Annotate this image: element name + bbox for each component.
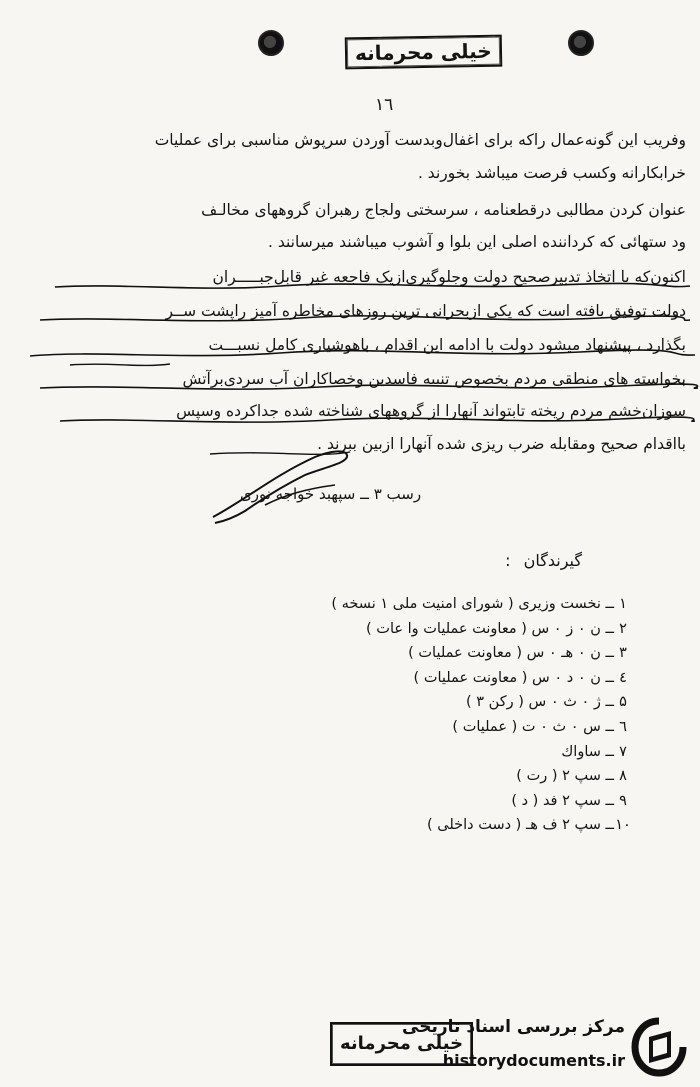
logo-text: مرکز بررسی اسناد تاریخی — [402, 1017, 625, 1037]
classification-stamp-bottom: خیلی محرمانه — [330, 1022, 473, 1066]
recipients-title-text: گیرندگان — [523, 551, 582, 570]
body-line-6: دولت توفیق یافته است که یکی ازبحرانی ترین روزهای مخاطره آمیز راپشت ســر — [165, 302, 686, 320]
body-line-8: بخواسته های منطقی مردم بخصوص تنبیه فاسدین وخصاکاران آب سردی‌برآتش — [182, 370, 686, 388]
recipients-title-colon: : — [505, 551, 511, 570]
list-item-number: ۱ — [619, 596, 627, 612]
list-item — [272, 789, 632, 814]
logo-url: historydocuments.ir — [442, 1051, 625, 1070]
body-line-9: سوزان‌خشم مردم ریخته تابتواند آنها‌را از گروههای شناخته شده جداکرده وسپس — [176, 402, 686, 420]
list-item — [272, 740, 632, 765]
list-item-number: ۷ — [619, 743, 627, 760]
list-item-number: ۵ — [619, 694, 627, 711]
body-line-3: عنوان کردن مطالبی درقطعنامه ، سرسختی ولجاج رهبران گروههای مخالـف — [201, 201, 686, 219]
list-item-number: ۲ — [619, 620, 627, 637]
list-item — [272, 666, 632, 691]
list-item-number: ۸ — [619, 768, 627, 785]
recipients-title — [505, 551, 582, 570]
list-item-number: ٦ — [619, 718, 627, 735]
list-item-text: ــ سپ ۲ ( رت ) — [516, 768, 614, 785]
list-item-text: ــ ن ۰ هـ ۰ س ( معاونت عملیات ) — [408, 645, 614, 662]
list-item — [272, 813, 632, 838]
list-item-text: ــ ن ۰ د ۰ س ( معاونت عملیات ) — [413, 669, 614, 686]
list-item — [272, 641, 632, 666]
list-item-text: ــ ساواك — [561, 743, 614, 760]
body-line-7: بگذارد ، پیشنهاد میشود دولت با ادامه این اقدام ، باهوشیاری کامل نسبـــت — [208, 336, 686, 354]
recipients-list — [272, 592, 632, 838]
list-item-text: ــ نخست وزیری ( شورای امنیت ملی ۱ نسخه ) — [331, 596, 614, 612]
body-line-10: بااقدام صحیح ومقابله ضرب ریزی شده آنها‌را ازبین ببرند . — [317, 435, 686, 453]
signature-line: رسب ۳ ــ سپهبد خواجه نوری — [240, 485, 422, 503]
list-item-number: ۳ — [619, 645, 627, 662]
classification-stamp-top: خیلی محرمانه — [345, 35, 502, 70]
punch-hole-left — [258, 30, 284, 56]
list-item-number: ۱۰ — [615, 817, 631, 834]
page-number: ۱٦ — [375, 95, 394, 115]
body-line-1: وفریب این گونه‌عمال راکه برای اغفال‌وبدست آوردن سرپوش مناسبی برای عملیات — [154, 131, 686, 149]
body-line-4: ود ستهائی که کرداننده اصلی این بلوا و آشوب میباشند میرسانند . — [268, 233, 686, 251]
list-item-text: ــ سپ ۲ فد ( د ) — [511, 792, 614, 809]
list-item — [272, 715, 632, 740]
list-item-number: ۹ — [619, 792, 627, 809]
list-item-text: ــ سپ ۲ ف هـ ( دست داخلی ) — [427, 817, 614, 834]
body-line-2: خرابکارانه وکسب فرصت میباشد بخورند . — [417, 164, 686, 182]
list-item-text: ــ ن ۰ ز ۰ س ( معاونت عملیات وا عات ) — [366, 620, 614, 637]
list-item — [272, 617, 632, 642]
list-item — [272, 592, 632, 617]
list-item-text: ــ ژ ۰ ث ۰ س ( رکن ۳ ) — [465, 694, 614, 711]
list-item — [272, 764, 632, 789]
list-item-number: ٤ — [619, 669, 627, 686]
list-item-text: ــ س ۰ ث ۰ ت ( عملیات ) — [452, 718, 614, 735]
punch-hole-right — [568, 30, 594, 56]
body-line-5: اکنون‌که با اتخاذ تدبیرصحیح دولت وجلوگیری‌ازیک فاجعه غیر قابل‌جبـــــران — [212, 268, 686, 286]
history-documents-logo-icon — [631, 1017, 687, 1077]
list-item — [272, 690, 632, 715]
